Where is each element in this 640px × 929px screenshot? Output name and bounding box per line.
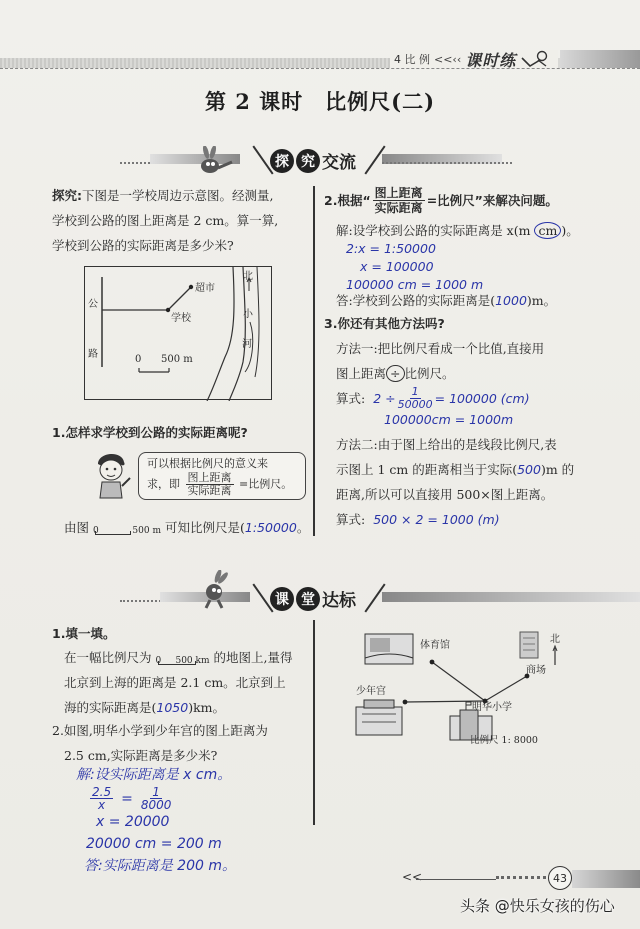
- scale-zero: 0: [93, 525, 99, 536]
- speech-bubble: [138, 452, 306, 500]
- circled-unit: cm: [534, 222, 561, 239]
- column-divider: [313, 186, 315, 536]
- q1-answer-mid: 可知比例尺是(: [164, 520, 245, 535]
- boy-character-icon: [92, 450, 132, 500]
- explore-prompt: [52, 183, 310, 258]
- hw-line: 100000 cm = 1000 m: [346, 277, 484, 292]
- fraction-denominator: 50000: [397, 398, 433, 411]
- p1-line-3-suffix: )km。: [188, 700, 226, 715]
- q1-answer-prefix: 由图: [64, 520, 90, 535]
- footer-dots: [496, 876, 546, 879]
- brand-title: 课时练: [465, 50, 517, 70]
- speech-fraction: [186, 472, 234, 497]
- neighborhood-map-drawing: [320, 610, 630, 750]
- school-map-drawing: [85, 267, 273, 401]
- map2-label-mall: 商场: [526, 665, 546, 676]
- hw-fraction: [141, 786, 172, 811]
- practice-2-handwritten: [76, 764, 236, 877]
- map-label-road-1: 公: [88, 299, 98, 310]
- handwritten-answer: 1000: [495, 293, 527, 308]
- fraction-denominator: 实际距离: [374, 201, 423, 215]
- fraction-numerator: 1: [411, 385, 419, 398]
- hw-formula: 500 × 2 = 1000 (m): [373, 512, 500, 527]
- header-gradient: [560, 50, 640, 68]
- footer-gradient: [572, 870, 640, 888]
- hw-line: 2:x = 1:50000: [346, 241, 436, 256]
- rabbit-mascot-icon: [196, 146, 236, 176]
- magnifier-check-icon: [520, 50, 554, 68]
- p1-line-2: 北京到上海的距离是 2.1 cm。北京到上: [64, 675, 286, 690]
- scale-value: 500 m: [132, 525, 161, 536]
- circled-char: 课: [270, 587, 294, 611]
- watermark-text: 头条 @快乐女孩的伤心: [460, 897, 615, 915]
- hw-formula-part: = 100000 (cm): [434, 391, 530, 406]
- q1-answer: [64, 515, 309, 540]
- header-label: [390, 50, 558, 68]
- banner-gradient-right: [382, 592, 640, 602]
- practice-1-title: 1.填一填。: [52, 626, 116, 641]
- map2-scale: 比例尺 1: 8000: [470, 735, 538, 746]
- chapter-label: 4 比 例: [394, 53, 430, 66]
- q1-question: 1.怎样求学校到公路的实际距离呢?: [52, 425, 248, 440]
- q2-handwritten-work: [346, 240, 483, 294]
- q2-fraction: [373, 186, 425, 215]
- map-scale-zero: 0: [135, 354, 142, 365]
- section-title-text: 交流: [322, 153, 356, 173]
- hw-formula-part: 2 ÷: [373, 391, 396, 406]
- scale-bar: [93, 521, 161, 537]
- q2-suffix: =比例尺”来解决问题。: [426, 193, 558, 208]
- q3-question: 3.你还有其他方法吗?: [324, 316, 445, 331]
- method-1: [336, 336, 544, 429]
- section-title-practice: [270, 586, 356, 611]
- footer-line: [416, 879, 496, 880]
- hw-fraction: [398, 386, 433, 411]
- scale-bar-line: [95, 531, 131, 535]
- formula-label: 算式:: [336, 512, 366, 527]
- rabbit-mascot-icon: [196, 570, 236, 610]
- method-2-line-2-suffix: )m 的: [540, 462, 575, 477]
- hw-line: 答:实际距离是 200 m。: [84, 858, 236, 874]
- map2-label-gym: 体育馆: [420, 640, 450, 651]
- fraction-denominator: x: [97, 798, 106, 812]
- speech-line-1: 可以根据比例尺的意义来: [147, 457, 268, 470]
- circled-char: 堂: [296, 587, 320, 611]
- q2-question: [324, 186, 558, 215]
- method-1-line-1: 方法一:把比例尺看成一个比值,直接用: [336, 341, 545, 356]
- practice-2-body: [52, 718, 268, 768]
- q2-answer-suffix: )m。: [526, 293, 557, 308]
- scale-zero: 0: [155, 655, 162, 666]
- fraction-numerator: 1: [152, 785, 160, 799]
- column-divider: [313, 620, 315, 825]
- fraction-numerator: 图上距离: [374, 186, 423, 200]
- hw-line: x = 100000: [360, 259, 434, 274]
- hw-line: 100000cm = 1000m: [384, 412, 514, 427]
- map2-label-north: 北: [550, 634, 560, 645]
- p2-line-1: 2.如图,明华小学到少年宫的图上距离为: [52, 723, 268, 738]
- formula-label: 算式:: [336, 391, 366, 406]
- scale-bar-line: [158, 661, 196, 665]
- fraction-numerator: 2.5: [92, 785, 112, 799]
- scale-value: 500 km: [175, 655, 210, 666]
- handwritten-answer: 1050: [156, 700, 189, 715]
- school-map: [84, 266, 272, 400]
- method-2-line-2-prefix: 示图上 1 cm 的距离相当于实际(: [336, 462, 518, 477]
- p1-line-3-prefix: 海的实际距离是(: [64, 700, 157, 715]
- p1-line-1-suffix: 的地图上,量得: [213, 650, 293, 665]
- equals-sign: =: [121, 790, 133, 807]
- p2-line-2: 2.5 cm,实际距离是多少米?: [64, 748, 218, 763]
- banner-dots-right: [382, 162, 512, 164]
- map-label-river-1: 小: [243, 309, 253, 320]
- method-2: [336, 432, 574, 532]
- handwritten-answer: 1:50000: [244, 520, 297, 535]
- hw-line: 解:设实际距离是 x cm。: [76, 767, 232, 783]
- map2-label-school: 明华小学: [472, 702, 512, 713]
- q2-solve-prefix: 解:设学校到公路的实际距离是 x(m: [336, 223, 531, 238]
- speech-line-2-prefix: 求，即: [147, 477, 180, 491]
- map-scale-value: 500 m: [161, 354, 193, 365]
- map-label-river-2: 河: [242, 339, 252, 350]
- fraction-numerator: 图上距离: [187, 471, 232, 484]
- explore-line-2: 学校到公路的图上距离是 2 cm。算一算,: [52, 213, 279, 228]
- header-divider: [0, 68, 640, 69]
- circled-operator: ÷: [386, 365, 404, 382]
- method-2-line-3: 距离,所以可以直接用 500×图上距离。: [336, 487, 554, 502]
- hw-line: 20000 cm = 200 m: [86, 836, 222, 852]
- hw-line: x = 20000: [96, 814, 170, 830]
- footer-chevrons-icon: <<: [402, 870, 423, 884]
- scale-bar-km: [155, 651, 210, 667]
- q1-answer-suffix: 。: [296, 520, 310, 535]
- speech-line-2-suffix: =比例尺。: [239, 477, 293, 491]
- section-banner-explore: [0, 140, 640, 180]
- q2-prefix: 2.根据“: [324, 193, 371, 208]
- map-label-road-2: 路: [88, 349, 98, 360]
- q2-solve-suffix: )。: [561, 223, 579, 238]
- circled-char: 究: [296, 149, 320, 173]
- method-1-line-2-prefix: 图上距离: [336, 366, 387, 381]
- explore-line-1: 下图是一学校周边示意图。经测量,: [82, 188, 274, 203]
- handwritten-answer: 500: [517, 462, 541, 477]
- page-title: 第 2 课时 比例尺(二): [204, 89, 436, 114]
- map-label-supermarket: 超市: [195, 283, 215, 294]
- method-2-line-1: 方法二:由于图上给出的是线段比例尺,表: [336, 437, 557, 452]
- method-1-line-2-suffix: 比例尺。: [404, 366, 455, 381]
- neighborhood-map: [320, 610, 630, 750]
- page-number: 43: [548, 866, 572, 890]
- fraction-denominator: 8000: [140, 798, 172, 812]
- fraction-denominator: 实际距离: [187, 484, 232, 497]
- explore-label: 探究:: [52, 188, 82, 203]
- section-title-text: 达标: [322, 591, 356, 611]
- practice-1-body: [64, 645, 292, 720]
- q2-answer-prefix: 答:学校到公路的实际距离是(: [336, 293, 496, 308]
- map-label-school: 学校: [171, 313, 191, 324]
- map2-label-youth-palace: 少年宫: [356, 686, 386, 697]
- q2-answer: [336, 288, 556, 313]
- hw-fraction: [90, 786, 113, 811]
- chevrons-left-icon: <<‹‹: [434, 52, 462, 66]
- map-label-north: 北: [243, 271, 253, 282]
- section-title-explore: [270, 148, 356, 173]
- circled-char: 探: [270, 149, 294, 173]
- p1-line-1-prefix: 在一幅比例尺为: [64, 650, 152, 665]
- explore-line-3: 学校到公路的实际距离是多少米?: [52, 238, 234, 253]
